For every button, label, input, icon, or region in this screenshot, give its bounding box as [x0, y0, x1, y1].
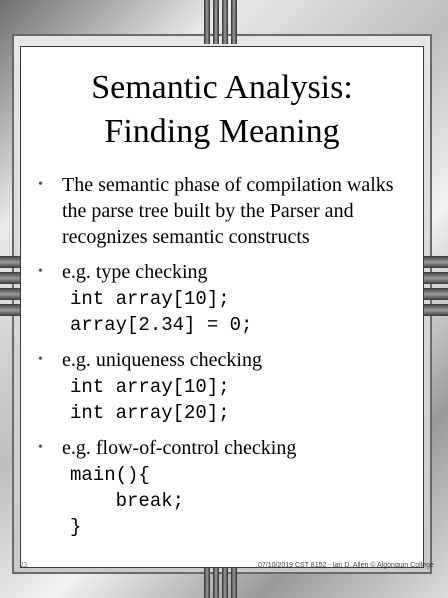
bullet-uniqueness-checking [38, 347, 422, 373]
footer-info: 07/10/2019 CST 8152 - Ian D. Allen © Algonquin College [258, 562, 434, 569]
right-decorative-ticks [424, 256, 448, 316]
code-line: main(){ [70, 464, 150, 486]
bullet-text: e.g. type checking [62, 261, 208, 283]
bullet-flow-of-control [38, 435, 422, 461]
page-number: 23 [20, 561, 27, 569]
bullet-marker: • [38, 440, 43, 455]
code-line: int array[20]; [70, 402, 230, 424]
code-line: int array[10]; [70, 288, 230, 310]
bullet-text: e.g. flow-of-control checking [62, 437, 297, 459]
bullet-semantic-phase [38, 172, 422, 250]
code-line: int array[10]; [70, 376, 230, 398]
title-line-1: Semantic Analysis: [91, 69, 353, 106]
code-line: array[2.34] = 0; [70, 314, 253, 336]
slide-title [20, 66, 424, 154]
top-decorative-bars [204, 0, 237, 44]
bullet-type-checking [38, 259, 422, 285]
bullet-marker: • [38, 264, 43, 279]
bullet-text: The semantic phase of compilation walks the parse tree built by the Parser and recognizes semantic constructs [62, 174, 394, 248]
title-line-2: Finding Meaning [104, 113, 340, 150]
bullet-marker: • [38, 352, 43, 367]
bullet-text: e.g. uniqueness checking [62, 349, 262, 371]
code-line: } [70, 516, 82, 538]
code-line: break; [70, 490, 185, 512]
bullet-marker: • [38, 177, 43, 192]
